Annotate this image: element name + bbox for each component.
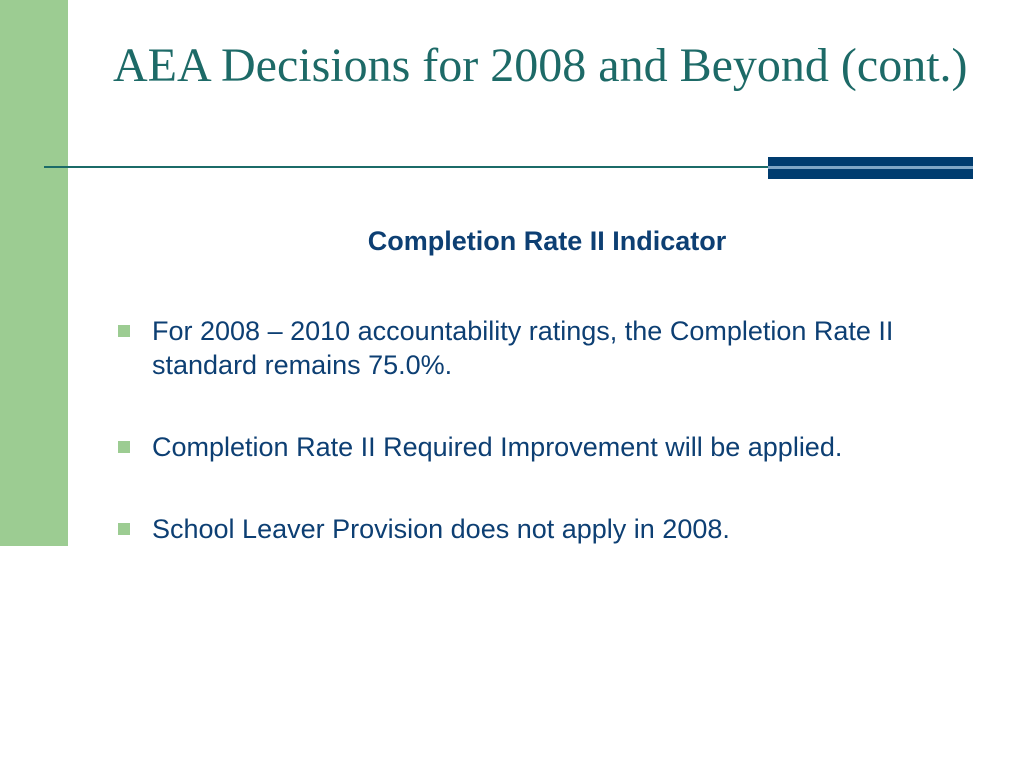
bullet-item-completion-rate-standard — [118, 314, 968, 382]
bullet-text: Completion Rate II Required Improvement will be applied. — [152, 432, 843, 462]
bullet-item-required-improvement — [118, 430, 968, 464]
square-bullet-icon — [118, 325, 130, 337]
bullet-text: For 2008 – 2010 accountability ratings, the Completion Rate II standard remains 75.0%. — [152, 316, 894, 380]
square-bullet-icon — [118, 441, 130, 453]
slide-title: AEA Decisions for 2008 and Beyond (cont.) — [113, 39, 968, 92]
title-divider-line — [44, 166, 774, 168]
slide-subtitle: Completion Rate II Indicator — [367, 226, 727, 256]
bullet-item-school-leaver-provision — [118, 512, 968, 546]
square-bullet-icon — [118, 523, 130, 535]
title-divider-stripe — [768, 166, 973, 169]
bullet-text: School Leaver Provision does not apply in 2008. — [152, 514, 730, 544]
bullet-list — [118, 314, 968, 546]
left-accent-bar — [0, 0, 68, 546]
